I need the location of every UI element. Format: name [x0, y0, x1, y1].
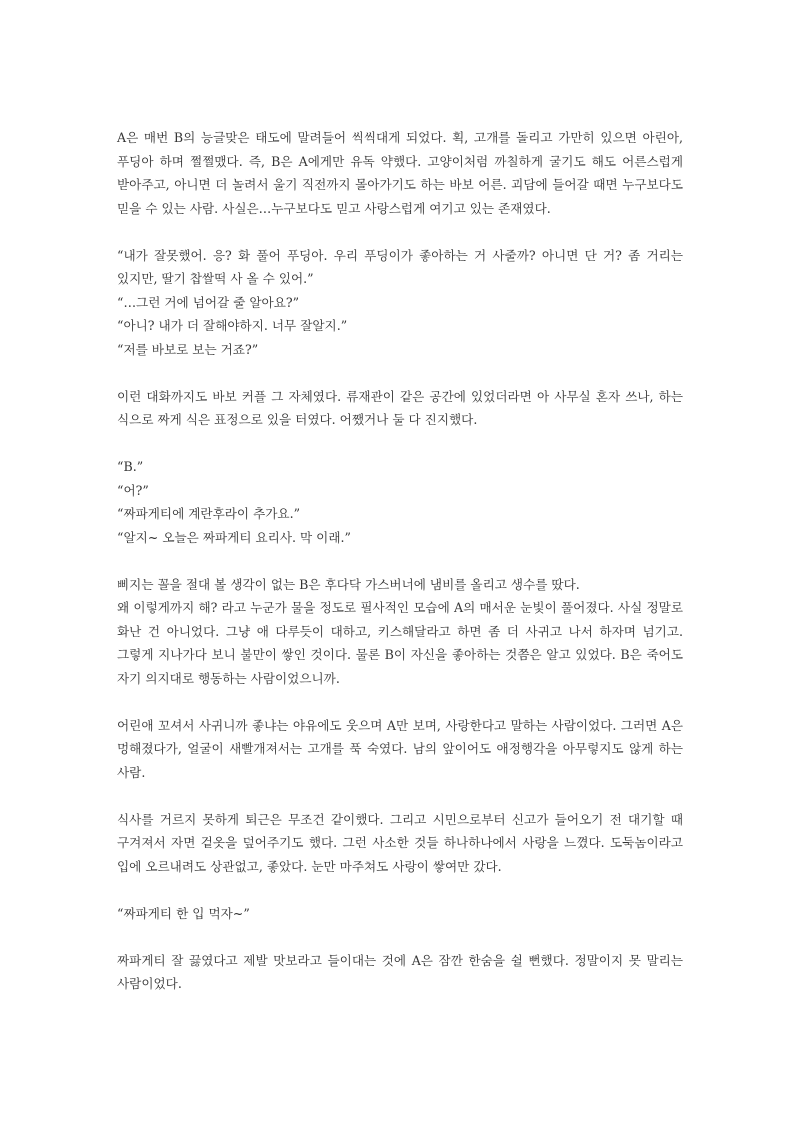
paragraph: A은 매번 B의 능글맞은 태도에 말려들어 씩씩대게 되었다. 획, 고개를 돌리고 가만히 있으면 아린아, 푸딩아 하며 쩔쩔맸다. 즉, B은 A에게만 유독 약했다. 고양이처럼 까칠하게 굴기도 해도 어른스럽게 받아주고, 아니면 더 놀려서 울기 직전까지 몰아가기도 하는 바보 어른. 괴담에 들어갈 때면 누구보다도 믿을 수 있는 사람. 사실은…누구보다도 믿고 사랑스럽게 여기고 있는 존재였다.: [117, 130, 683, 216]
paragraph-gap: [117, 925, 683, 949]
paragraph: “내가 잘못했어. 응? 화 풀어 푸딩아. 우리 푸딩이가 좋아하는 거 사줄까? 아니면 단 거? 좀 거리는 있지만, 딸기 찹쌀떡 사 올 수 있어.”: [117, 247, 683, 286]
narration-line: 삐지는 꼴을 절대 볼 생각이 없는 B은 후다닥 가스버너에 냄비를 올리고 생수를 땄다.: [117, 576, 580, 592]
paragraph: 짜파게티 잘 끓였다고 제발 맛보라고 들이대는 것에 A은 잠깐 한숨을 쉴 뻔했다. 정말이지 못 말리는 사람이었다.: [117, 952, 683, 991]
paragraph-gap: [117, 361, 683, 385]
paragraph: 왜 이렇게까지 해? 라고 누군가 물을 정도로 필사적인 모습에 A의 매서운 눈빛이 풀어졌다. 사실 정말로 화난 건 아니었다. 그냥 애 다루듯이 대하고, 키스해달라고 하면 좀 더 사귀고 나서 하자며 넘기고. 그렇게 지나가다 보니 불만이 쌓인 것이다. 물론 B이 자신을 좋아하는 것쯤은 알고 있었다. B은 죽어도 자기 의지대로 행동하는 사람이었으니까.: [117, 600, 683, 686]
dialogue-line: “저를 바보로 보는 거죠?”: [117, 341, 259, 357]
dialogue-line: “어?”: [117, 482, 149, 498]
dialogue-line: “아니? 내가 더 잘해야하지. 너무 잘알지.”: [117, 318, 348, 333]
paragraph-gap: [117, 784, 683, 808]
paragraph-gap: [117, 549, 683, 573]
paragraph-gap: [117, 432, 683, 456]
paragraph: 식사를 거르지 못하게 퇴근은 무조건 같이했다. 그리고 시민으로부터 신고가 들어오기 전 대기할 때 구겨져서 자면 겉옷을 덮어주기도 했다. 그런 사소한 것들 하나하나에서 사랑을 느꼈다. 도둑놈이라고 입에 오르내려도 상관없고, 좋았다. 눈만 마주쳐도 사랑이 쌓여만 갔다.: [117, 811, 683, 874]
dialogue-line: “…그런 거에 넘어갈 줄 알아요?”: [117, 294, 300, 310]
dialogue-line: “알지~ 오늘은 짜파게티 요리사. 막 이래.”: [117, 529, 351, 545]
paragraph-gap: [117, 690, 683, 714]
document-body: [117, 126, 683, 996]
paragraph: 이런 대화까지도 바보 커플 그 자체였다. 류재관이 같은 공간에 있었더라면 아 사무실 혼자 쓰나, 하는 식으로 짜게 식은 표정으로 있을 터였다. 어쨌거나 둘 다 진지했다.: [117, 388, 683, 427]
dialogue-line: “B.”: [117, 459, 144, 474]
dialogue-line: “짜파게티에 계란후라이 추가요.”: [117, 506, 301, 521]
paragraph: 어린애 꼬셔서 사귀니까 좋냐는 야유에도 웃으며 A만 보며, 사랑한다고 말하는 사람이었다. 그러면 A은 멍해졌다가, 얼굴이 새빨개져서는 고개를 푹 숙였다. 남의 앞이어도 애정행각을 아무렇지도 않게 하는 사람.: [117, 717, 683, 780]
paragraph-gap: [117, 878, 683, 902]
dialogue-line: “짜파게티 한 입 먹자~”: [117, 905, 250, 921]
paragraph-gap: [117, 220, 683, 244]
